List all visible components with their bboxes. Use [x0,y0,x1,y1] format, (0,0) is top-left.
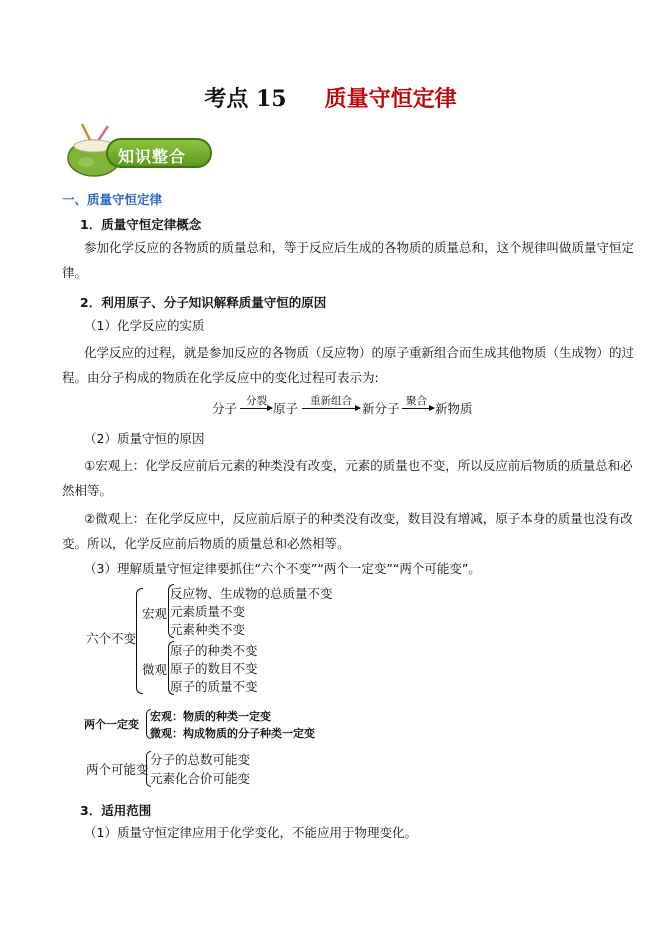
flow-arrow-label-split: 分裂 [246,395,267,407]
title-kaodian: 考点 15 [204,86,287,112]
section-heading-1: 一、质量守恒定律 [62,192,163,207]
two-must-item-2: 微观：构成物质的分子种类一定变 [150,727,315,740]
micro-item-3: 原子的质量不变 [170,679,258,694]
essence-line-2: 程。由分子构成的物质在化学反应中的变化过程可表示为: [62,370,379,385]
flow-arrow-2 [302,408,360,409]
two-may-item-2: 元素化合价可能变 [150,771,251,786]
scope-item-1: （1）质量守恒定律应用于化学变化，不能应用于物理变化。 [84,825,417,840]
sub-heading-essence: （1）化学反应的实质 [84,318,205,333]
badge-label-box [106,138,212,168]
two-may-root-label: 两个可能变 [86,762,149,777]
sub-heading-cause: （2）质量守恒的原因 [84,431,205,446]
knowledge-badge [62,122,212,178]
micro-line-1: ②微观上：在化学反应中，反应前后原子的种类没有改变，数目没有增减，原子本身的质量也没有改 [84,511,633,526]
title-name: 质量守恒定律 [324,86,457,112]
two-must-root-label: 两个一定变 [84,718,139,731]
macro-line-2: 然相等。 [62,483,113,498]
micro-item-2: 原子的数目不变 [170,661,258,676]
flow-node-new-substance: 新物质 [435,401,473,416]
macro-item-1: 反应物、生成物的总质量不变 [170,586,333,601]
flow-arrow-3 [402,408,434,409]
flow-arrow-1 [240,408,272,409]
micro-line-2: 变。所以，化学反应前后物质的质量总和必然相等。 [62,536,350,551]
two-must-item-1: 宏观：物质的种类一定变 [150,710,271,723]
two-may-item-1: 分子的总数可能变 [150,752,251,767]
six-root-label: 六个不变 [86,631,137,646]
macro-line-1: ①宏观上：化学反应前后元素的种类没有改变，元素的质量也不变，所以反应前后物质的质量总和必 [84,458,633,473]
flow-arrow-label-recombine: 重新组合 [310,395,352,407]
subsection-heading-reason: 2．利用原子、分子知识解释质量守恒的原因 [80,295,327,310]
micro-item-1: 原子的种类不变 [170,643,258,658]
concept-line-2: 律。 [62,265,88,280]
flow-arrow-label-aggregate: 聚合 [406,395,427,407]
flow-node-atom: 原子 [273,401,299,416]
page-title [0,82,661,113]
badge-label: 知识整合 [118,147,187,166]
flow-node-new-molecule: 新分子 [362,401,400,416]
micro-label: 微观 [142,662,168,677]
flow-node-molecule: 分子 [212,401,238,416]
sub-heading-understand: （3）理解质量守恒定律要抓住“六个不变”“两个一定变”“两个可能变”。 [84,561,481,576]
macro-item-2: 元素质量不变 [170,604,246,619]
essence-line-1: 化学反应的过程，就是参加反应的各物质（反应物）的原子重新组合而生成其他物质（生成物）的过 [84,345,635,360]
subsection-heading-scope: 3．适用范围 [80,803,152,818]
macro-item-3: 元素种类不变 [170,622,246,637]
concept-line-1: 参加化学反应的各物质的质量总和，等于反应后生成的各物质的质量总和，这个规律叫做质量守恒定 [84,240,635,255]
subsection-heading-concept: 1．质量守恒定律概念 [80,217,202,232]
macro-label: 宏观 [142,606,168,621]
